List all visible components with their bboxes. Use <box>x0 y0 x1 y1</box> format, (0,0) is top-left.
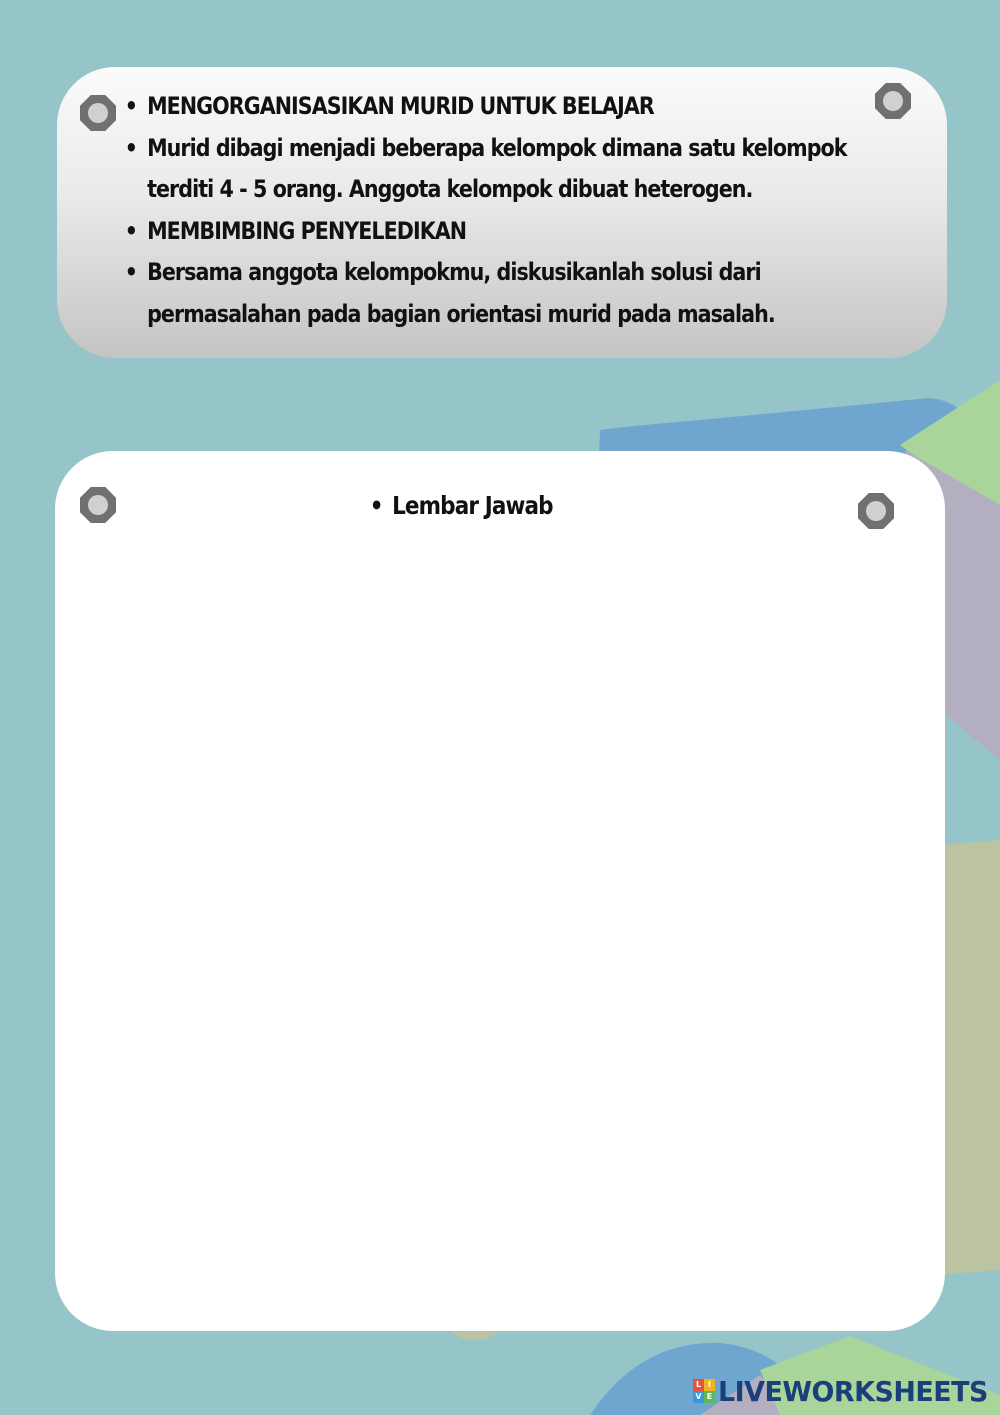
olive-shape-right <box>940 840 1000 1275</box>
instruction-item: • MEMBIMBING PENYELEDIKAN <box>123 211 921 253</box>
bolt-icon <box>80 95 116 131</box>
instruction-item: • MENGORGANISASIKAN MURID UNTUK BELAJAR <box>123 86 921 128</box>
logo-letter: V <box>693 1391 704 1403</box>
instruction-item: • Murid dibagi menjadi beberapa kelompok dimana satu kelompok <box>123 128 921 170</box>
logo-letter: L <box>693 1379 704 1391</box>
instruction-item: • Bersama anggota kelompokmu, diskusikanlah solusi dari <box>123 252 921 294</box>
instruction-item-continued: permasalahan pada bagian orientasi murid pada masalah. <box>147 299 775 328</box>
liveworksheets-logo <box>693 1374 999 1408</box>
instruction-list <box>123 86 913 335</box>
brand-name: LIVEWORKSHEETS <box>718 1374 988 1408</box>
logo-letter: I <box>704 1379 715 1391</box>
logo-letter: E <box>704 1391 715 1403</box>
instruction-item-continued: terditi 4 - 5 orang. Anggota kelompok dibuat heterogen. <box>147 175 753 203</box>
answer-area[interactable] <box>90 545 910 1285</box>
liveworksheets-logo-icon <box>693 1379 715 1403</box>
answer-sheet-title: • Lembar Jawab <box>368 486 553 526</box>
bolt-icon <box>858 493 894 529</box>
